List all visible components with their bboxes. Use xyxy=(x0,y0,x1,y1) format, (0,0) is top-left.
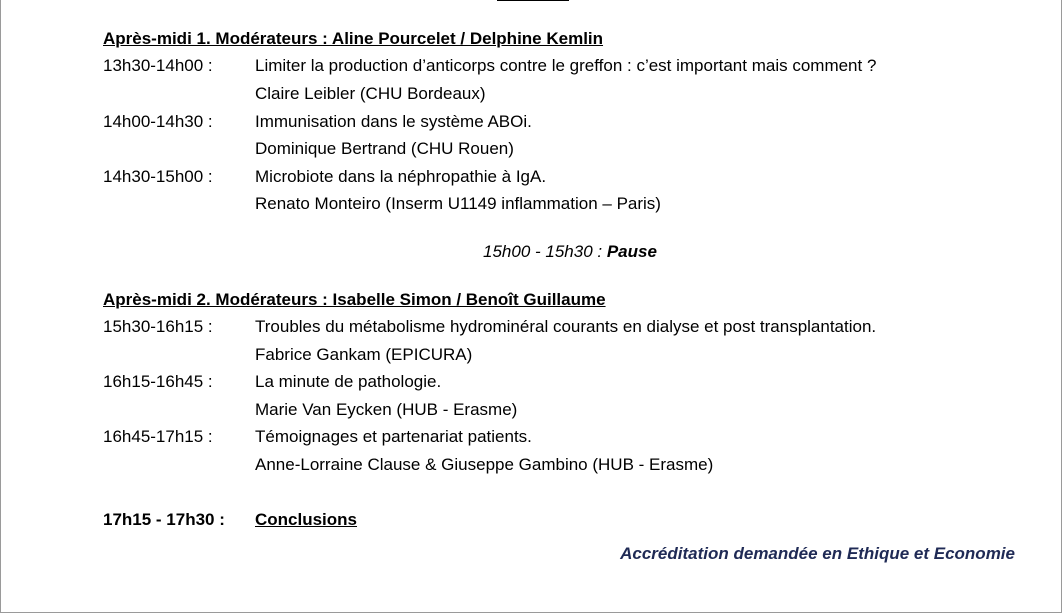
pause-label: Pause xyxy=(606,242,657,261)
pause-line xyxy=(483,241,657,263)
session1-item1-time: 13h30-14h00 : xyxy=(103,56,213,75)
pause-time: 15h00 - 15h30 : xyxy=(483,242,607,261)
session1-item3-title: Microbiote dans la néphropathie à IgA. xyxy=(255,167,547,186)
session2-item1-speaker: Fabrice Gankam (EPICURA) xyxy=(255,345,473,364)
session1-item2-title: Immunisation dans le système ABOi. xyxy=(255,112,532,131)
conclusion-time: 17h15 - 17h30 : xyxy=(103,510,225,529)
session2-item1-time: 15h30-16h15 : xyxy=(103,317,213,336)
session1-heading: Après-midi 1. Modérateurs : Aline Pourcelet / Delphine Kemlin xyxy=(103,29,604,48)
session2-item2-title: La minute de pathologie. xyxy=(255,372,442,391)
session2-item3-speaker: Anne-Lorraine Clause & Giuseppe Gambino (HUB - Erasme) xyxy=(255,455,714,474)
session2-item2-speaker: Marie Van Eycken (HUB - Erasme) xyxy=(255,400,518,419)
session1-item2-time: 14h00-14h30 : xyxy=(103,112,213,131)
top-divider xyxy=(497,0,569,1)
session2-item1-title: Troubles du métabolisme hydrominéral courants en dialyse et post transplantation. xyxy=(255,317,877,336)
session1-item2-speaker: Dominique Bertrand (CHU Rouen) xyxy=(255,139,514,158)
session2-heading: Après-midi 2. Modérateurs : Isabelle Simon / Benoît Guillaume xyxy=(103,290,606,309)
session1-item3-time: 14h30-15h00 : xyxy=(103,167,213,186)
session2-item3-title: Témoignages et partenariat patients. xyxy=(255,427,532,446)
session2-item2-time: 16h15-16h45 : xyxy=(103,372,213,391)
session1-item1-title: Limiter la production d’anticorps contre le greffon : c’est important mais comment ? xyxy=(255,56,877,75)
session1-item3-speaker: Renato Monteiro (Inserm U1149 inflammation – Paris) xyxy=(255,194,661,213)
session1-item1-speaker: Claire Leibler (CHU Bordeaux) xyxy=(255,84,486,103)
session2-item3-time: 16h45-17h15 : xyxy=(103,427,213,446)
conclusion-label: Conclusions xyxy=(255,510,358,529)
accreditation-note: Accréditation demandée en Ethique et Economie xyxy=(620,544,1015,563)
